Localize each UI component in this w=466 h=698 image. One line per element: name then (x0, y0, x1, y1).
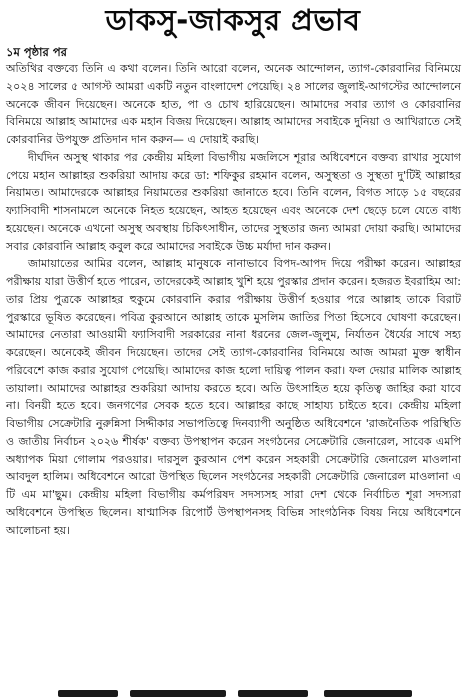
cropped-next-line (6, 688, 461, 698)
article-body (6, 60, 461, 539)
article-paragraph: জামায়াতের আমির বলেন, আল্লাহ মানুষকে নানাভাবে বিপদ-আপদ দিয়ে পরীক্ষা করেন। আল্লাহর পরীক্ষায় যারা উত্তীর্ণ হতে পারেন, তাদেরকেই আল্লাহ খুশি হয়ে পুরস্কার প্রদান করেন। হজরত ইবরাহিম আ: তার প্রিয় পুত্রকে আল্লাহর হুকুমে কোরবানি করার পরীক্ষায় উত্তীর্ণ হওয়ার পরে আল্লাহ তাকে বিরাট পুরস্কারে ভূষিত করেছেন। পবিত্র কুরআনে আল্লাহ তাকে মুসলিম জাতির পিতা হিসেবে ঘোষণা করেছেন। আমাদের নেতারা আওয়ামী ফ্যাসিবাদী সরকারের নানা ধরনের জেল-জুলুম, নির্যাতন ধৈর্যের সাথে সহ্য করেছেন। অনেকেই জীবন দিয়েছেন। তাদের সেই ত্যাগ-কোরবানির বিনিময়ে আজ আমরা মুক্ত স্বাধীন পরিবেশে কাজ করার সুযোগ পেয়েছি। আমাদের কাজ হলো দায়িত্ব পালন করা। ফল দেয়ার মালিক আল্লাহ তায়ালা। আমাদের আল্লাহর শুকরিয়া আদায় করতে হবে। অতি উৎসাহিত হয়ে কৃতিত্ব জাহির করা যাবে না। বিনয়ী হতে হবে। জনগণের সেবক হতে হবে। আল্লাহর কাছে সাহায্য চাইতে হবে। কেন্দ্রীয় মহিলা বিভাগীয় সেক্রেটারি নুরুন্নিসা সিদ্দীকার সভাপতিত্বে দিনব্যাপী অনুষ্ঠিত অধিবেশনে 'রাজনৈতিক পরিস্থিতি ও জাতীয় নির্বাচন ২০২৬ শীর্ষক' বক্তব্য উপস্থাপন করেন সংগঠনের সেক্রেটারি জেনারেল, সাবেক এমপি অধ্যাপক মিয়া গোলাম পরওয়ার। দারসুল কুরআন পেশ করেন সহকারী সেক্রেটারি জেনারেল মাওলানা আবদুল হালিম। অধিবেশনে আরো উপস্থিত ছিলেন সংগঠনের সহকারী সেক্রেটারি জেনারেল মাওলানা এ টি এম মা'ছুম। কেন্দ্রীয় মহিলা বিভাগীয় কর্মপরিষদ সদস্যসহ সারা দেশ থেকে নির্বাচিত শূরা সদস্যরা অধিবেশনে উপস্থিত ছিলেন। ষাণ্মাসিক রিপোর্ট উপস্থাপনসহ বিভিন্ন সাংগঠনিক বিষয় নিয়ে অধিবেশনে আলোচনা হয়। (6, 257, 461, 537)
article-paragraph: দীর্ঘদিন অসুস্থ থাকার পর কেন্দ্রীয় মহিলা বিভাগীয় মজলিসে শূরার অধিবেশনে বক্তব্য রাখার সুযোগ পেয়ে মহান আল্লাহর শুকরিয়া আদায় করে ডা: শফিকুর রহমান বলেন, অসুস্থতা ও সুস্থতা দু'টিই আল্লাহর নিয়ামত। আমাদেরকে আল্লাহর নিয়ামতের শুকরিয়া জানাতে হবে। তিনি বলেন, বিগত সাড়ে ১৫ বছরের ফ্যাসিবাদী শাসনামলে অনেকে নিহত হয়েছেন, আহত হয়েছেন এবং অনেকে দেশ ছেড়ে চলে যেতে বাধ্য হয়েছেন। অনেকে এখনো অসুস্থ অবস্থায় চিকিৎসাধীন, তাদের সুস্থতার জন্য আমরা দোয়া করছি। আমাদের সবার কোরবানি আল্লাহ কবুল করে আমাদের সবাইকে উচ্চ মর্যাদা দান করুন। (6, 150, 461, 253)
continued-from-page-label: ১ম পৃষ্ঠার পর (6, 45, 67, 59)
article-paragraph: অতিথির বক্তব্যে তিনি এ কথা বলেন। তিনি আরো বলেন, অনেক আন্দোলন, ত্যাগ-কোরবানির বিনিময়ে ২০২৪ সালের ৫ আগস্ট আমরা একটি নতুন বাংলাদেশ পেয়েছি। ২৪ সালের জুলাই-আগস্টের আন্দোলনে অনেকে জীবন দিয়েছেন। অনেকে হাত, পা ও চোখ হারিয়েছেন। আমাদের সবার ত্যাগ ও কোরবানির বিনিময়ে আল্লাহ আমাদের এক মহান বিজয় দিয়েছেন। আল্লাহ আমাদের সবাইকে দুনিয়া ও আখিরাতে সেই কোরবানির উপযুক্ত প্রতিদান দান করুন— এ দোয়াই করছি। (6, 62, 461, 146)
headline: ডাকসু-জাকসুর প্রভাব (105, 3, 361, 37)
